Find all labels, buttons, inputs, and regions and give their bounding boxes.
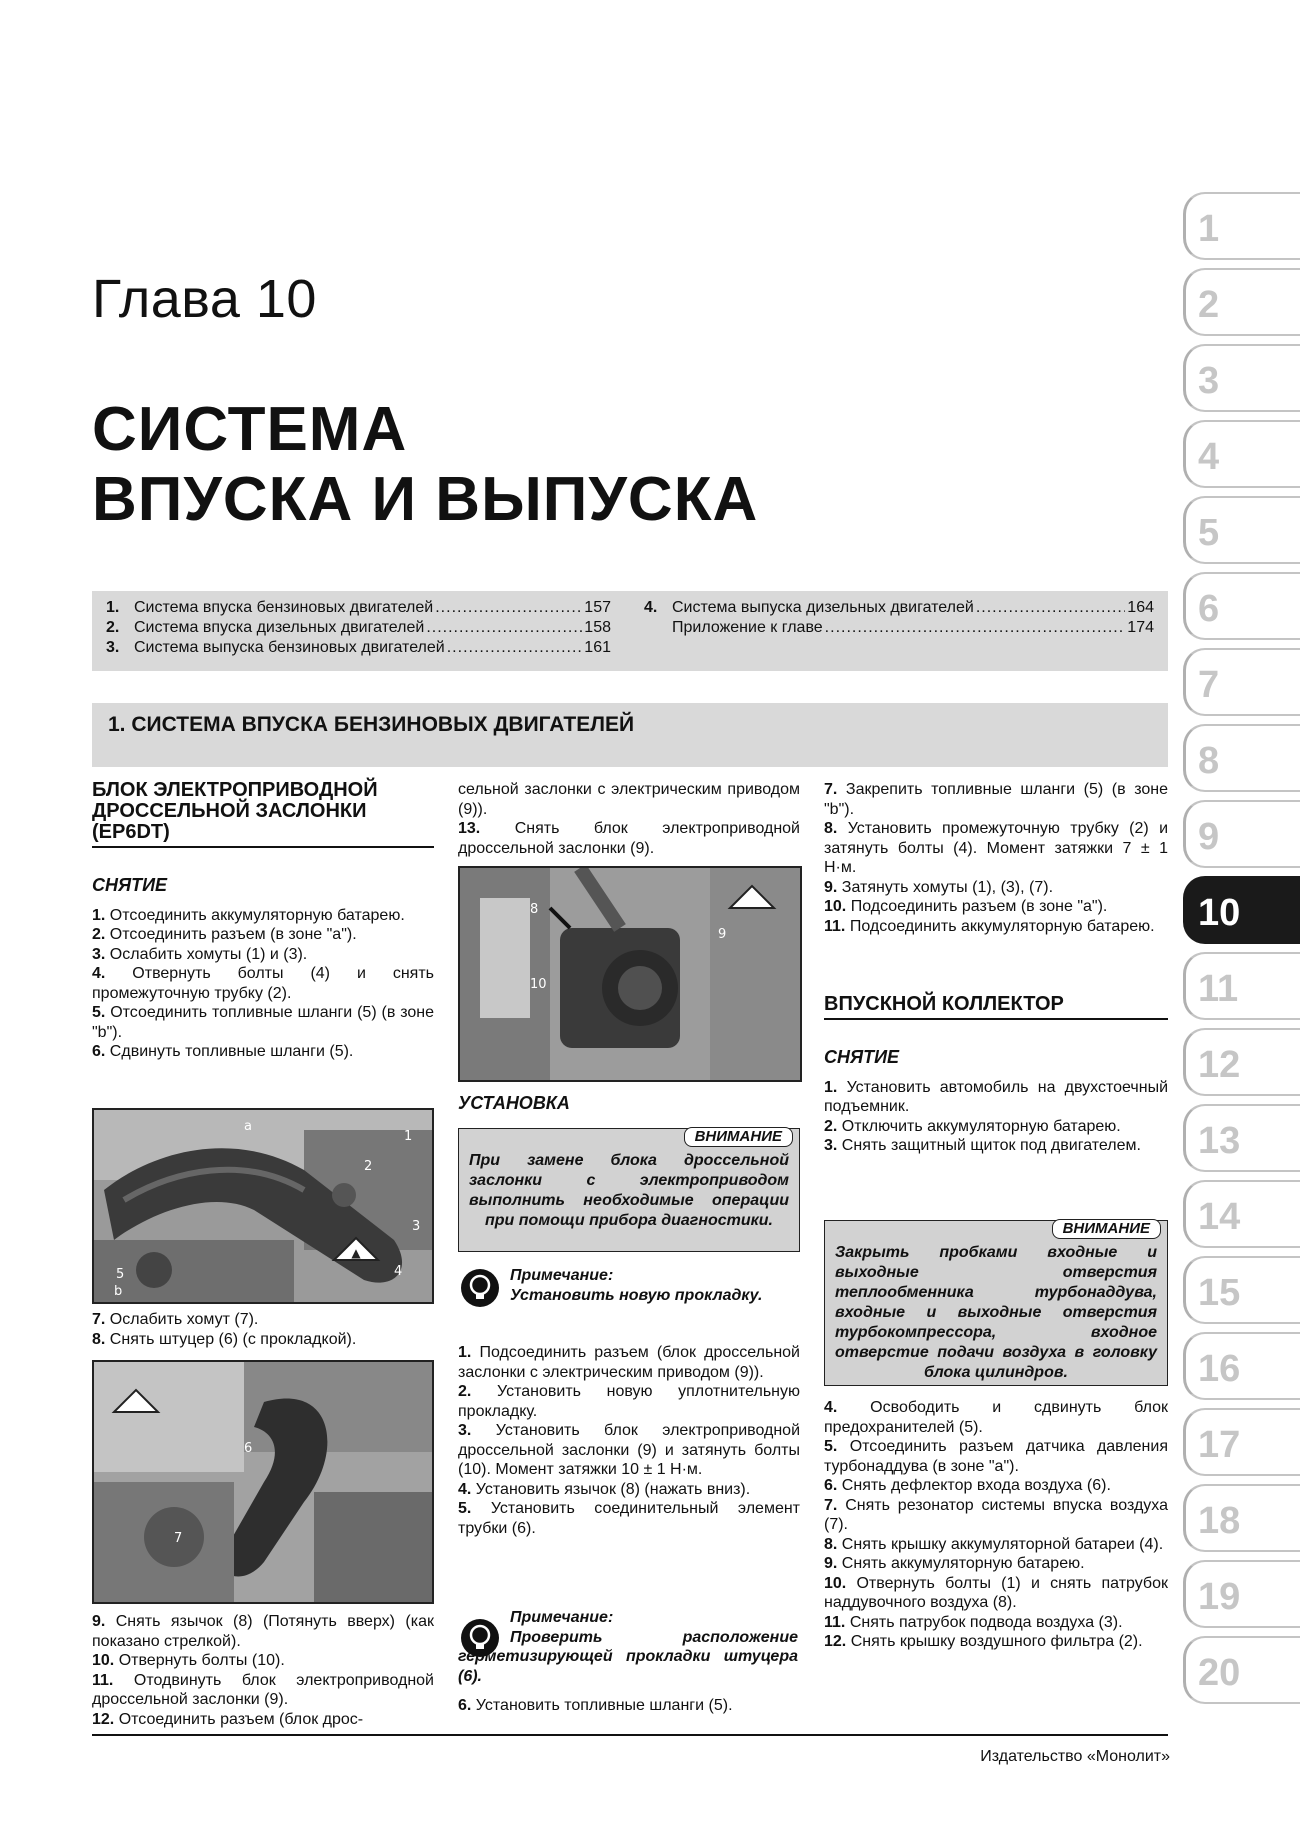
column-2-install-steps xyxy=(458,1343,800,1538)
step-item: 6. Установить топливные шланги (5). xyxy=(458,1697,733,1714)
toc-right xyxy=(644,599,1154,639)
step-item: 2. Отключить аккумуляторную батарею. xyxy=(824,1117,1121,1135)
toc-entry[interactable]: 3. Система выпуска бензиновых двигателей ..... 161 xyxy=(106,639,611,659)
photo-label: 2 xyxy=(364,1159,373,1174)
step-item: 3. Ослабить хомуты (1) и (3). xyxy=(92,945,308,963)
chapter-tab-3[interactable]: 3 xyxy=(1183,344,1300,412)
warning-box-manifold xyxy=(824,1220,1168,1386)
section-header xyxy=(92,703,1168,767)
chapter-tab-5[interactable]: 5 xyxy=(1183,496,1300,564)
step-item: 4. Освободить и сдвинуть блок предохранителей (5). xyxy=(824,1399,1169,1436)
section-title: 1. СИСТЕМА ВПУСКА БЕНЗИНОВЫХ ДВИГАТЕЛЕЙ xyxy=(108,713,635,736)
column-1-bottom xyxy=(92,1612,434,1729)
block-title-throttle: БЛОК ЭЛЕКТРОПРИВОДНОЙ ДРОССЕЛЬНОЙ ЗАСЛОНКИ (EP6DT) xyxy=(92,780,434,848)
column-2-bottom xyxy=(458,1696,800,1716)
column-2-top xyxy=(458,780,800,858)
step-item: 5. Отсоединить топливные шланги (5) (в зоне "b"). xyxy=(92,1004,434,1041)
step-item: 6. Сдвинуть топливные шланги (5). xyxy=(92,1043,354,1060)
engine-photo-1 xyxy=(92,1108,434,1304)
step-item: 4. Установить язычок (8) (нажать вниз). xyxy=(458,1480,751,1498)
chapter-tab-7[interactable]: 7 xyxy=(1183,648,1300,716)
step-item: 9. Затянуть хомуты (1), (3), (7). xyxy=(824,878,1054,896)
note-label: Примечание: xyxy=(510,1609,614,1626)
install-heading: УСТАНОВКА xyxy=(458,1093,570,1113)
step-item: 13. Снять блок электроприводной дроссельной заслонки (9). xyxy=(458,820,800,857)
step-item: 1. Установить автомобиль на двухстоечный подъемник. xyxy=(824,1078,1168,1115)
chapter-tab-2[interactable]: 2 xyxy=(1183,268,1300,336)
chapter-tab-6[interactable]: 6 xyxy=(1183,572,1300,640)
step-item: 3. Установить блок электроприводной дроссельной заслонки (9) и затянуть болты (10). Момент затяжки 10 ± 1 Н·м. xyxy=(458,1422,801,1478)
step-item: 11. Подсоединить аккумуляторную батарею. xyxy=(824,917,1155,935)
step-continuation: сельной заслонки с электрическим приводом (9)). xyxy=(458,781,800,818)
photo-label: b xyxy=(114,1284,123,1299)
step-item: 11. Отодвинуть блок электроприводной дроссельной заслонки (9). xyxy=(92,1671,434,1708)
step-item: 5. Отсоединить разъем датчика давления турбонаддува (в зоне "a"). xyxy=(824,1438,1168,1475)
step-item: 10. Отвернуть болты (1) и снять патрубок наддувочного воздуха (8). xyxy=(824,1574,1168,1611)
step-item: 8. Снять штуцер (6) (с прокладкой). xyxy=(92,1330,357,1348)
column-1-mid xyxy=(92,1310,434,1349)
photo-label: 10 xyxy=(530,977,547,992)
block-title-manifold: ВПУСКНОЙ КОЛЛЕКТОР xyxy=(824,994,1168,1020)
column-3-bottom xyxy=(824,1398,1168,1652)
chapter-tab-15[interactable]: 15 xyxy=(1183,1256,1300,1324)
column-3-manifold xyxy=(824,994,1168,1156)
photo-label: 4 xyxy=(394,1264,403,1279)
chapter-tab-1[interactable]: 1 xyxy=(1183,192,1300,260)
step-item: 10. Подсоединить разъем (в зоне "a"). xyxy=(824,898,1108,915)
photo-label: 1 xyxy=(404,1129,413,1144)
chapter-tab-16[interactable]: 16 xyxy=(1183,1332,1300,1400)
page-title xyxy=(92,395,758,535)
chapter-tab-19[interactable]: 19 xyxy=(1183,1560,1300,1628)
toc-entry[interactable]: 1. Система впуска бензиновых двигателей ..... 157 xyxy=(106,599,611,619)
warning-tag: ВНИМАНИЕ xyxy=(1052,1219,1161,1239)
chapter-tab-9[interactable]: 9 xyxy=(1183,800,1300,868)
step-item: 12. Отсоединить разъем (блок дрос- xyxy=(92,1710,364,1728)
photo-label: 7 xyxy=(174,1531,183,1546)
warning-text: Закрыть пробками входные и выходные отверстия теплообменника турбонаддува, входные и выходные отверстия турбокомпрессора, входное отверстие подачи воздуха в головку блока цилиндров. xyxy=(835,1244,1157,1381)
warning-text: При замене блока дроссельной заслонки с электроприводом выполнить необходимые операции при помощи прибора диагностики. xyxy=(469,1152,789,1229)
chapter-tab-4[interactable]: 4 xyxy=(1183,420,1300,488)
warning-tag: ВНИМАНИЕ xyxy=(684,1127,793,1147)
step-item: 5. Установить соединительный элемент трубки (6). xyxy=(458,1500,800,1537)
column-1-top xyxy=(92,780,434,1062)
note-content: Установить новую прокладку. xyxy=(510,1286,763,1304)
step-item: 9. Снять аккумуляторную батарею. xyxy=(824,1555,1085,1572)
footer-divider xyxy=(92,1734,1168,1736)
toc-entry[interactable]: Приложение к главе ..... 174 xyxy=(644,619,1154,639)
photo-label: 8 xyxy=(530,902,539,917)
photo-label: 5 xyxy=(116,1267,125,1282)
title-line-1: СИСТЕМА xyxy=(92,395,408,464)
publisher-label: Издательство «Монолит» xyxy=(980,1748,1170,1765)
engine-photo-3 xyxy=(458,866,802,1082)
engine-photo-2 xyxy=(92,1360,434,1604)
note-2 xyxy=(458,1608,798,1686)
step-item: 4. Отвернуть болты (4) и снять промежуточную трубку (2). xyxy=(92,965,434,1002)
step-item: 9. Снять язычок (8) (Потянуть вверх) (как показано стрелкой). xyxy=(92,1613,434,1650)
note-content: Проверить расположение герметизирующей прокладки штуцера (6). xyxy=(458,1628,798,1685)
step-item: 11. Снять патрубок подвода воздуха (3). xyxy=(824,1613,1123,1631)
step-item: 3. Снять защитный щиток под двигателем. xyxy=(824,1137,1141,1154)
title-line-2: ВПУСКА И ВЫПУСКА xyxy=(92,465,759,534)
note-1 xyxy=(510,1266,800,1305)
removal-heading: СНЯТИЕ xyxy=(824,1047,900,1067)
photo-label: a xyxy=(244,1119,252,1134)
step-item: 7. Закрепить топливные шланги (5) (в зоне "b"). xyxy=(824,781,1168,818)
install-heading-wrap xyxy=(458,1094,800,1114)
step-item: 1. Подсоединить разъем (блок дроссельной заслонки с электрическим приводом (9)). xyxy=(458,1344,800,1381)
chapter-tab-12[interactable]: 12 xyxy=(1183,1028,1300,1096)
step-item: 2. Отсоединить разъем (в зоне "a"). xyxy=(92,926,357,943)
chapter-tab-11[interactable]: 11 xyxy=(1183,952,1300,1020)
chapter-tab-17[interactable]: 17 xyxy=(1183,1408,1300,1476)
toc-left xyxy=(106,599,611,659)
chapter-tab-14[interactable]: 14 xyxy=(1183,1180,1300,1248)
photo-label: 6 xyxy=(244,1441,253,1456)
note-label: Примечание: xyxy=(510,1267,614,1284)
step-item: 1. Отсоединить аккумуляторную батарею. xyxy=(92,906,405,924)
step-item: 8. Установить промежуточную трубку (2) и затянуть болты (4). Момент затяжки 7 ± 1 Н·м. xyxy=(824,820,1168,876)
toc-entry[interactable]: 2. Система впуска дизельных двигателей ..... 158 xyxy=(106,619,611,639)
chapter-tab-10[interactable]: 10 xyxy=(1183,876,1300,944)
chapter-tab-8[interactable]: 8 xyxy=(1183,724,1300,792)
step-item: 7. Ослабить хомут (7). xyxy=(92,1311,259,1328)
photo-label: 9 xyxy=(718,927,727,942)
photo-label: 3 xyxy=(412,1219,421,1234)
chapter-tab-13[interactable]: 13 xyxy=(1183,1104,1300,1172)
chapter-tab-20[interactable]: 20 xyxy=(1183,1636,1300,1704)
removal-heading: СНЯТИЕ xyxy=(92,875,168,895)
step-item: 6. Снять дефлектор входа воздуха (6). xyxy=(824,1477,1111,1494)
svg-text:▲: ▲ xyxy=(351,1246,361,1260)
table-of-contents xyxy=(92,591,1168,671)
chapter-tab-18[interactable]: 18 xyxy=(1183,1484,1300,1552)
step-item: 8. Снять крышку аккумуляторной батареи (4). xyxy=(824,1535,1164,1553)
step-item: 10. Отвернуть болты (10). xyxy=(92,1652,285,1669)
warning-box-throttle xyxy=(458,1128,800,1252)
step-item: 12. Снять крышку воздушного фильтра (2). xyxy=(824,1633,1143,1650)
chapter-label: Глава 10 xyxy=(92,269,317,329)
step-item: 2. Установить новую уплотнительную прокладку. xyxy=(458,1383,800,1420)
note-icon xyxy=(460,1268,500,1308)
step-item: 7. Снять резонатор системы впуска воздуха (7). xyxy=(824,1496,1169,1533)
toc-entry[interactable]: 4. Система выпуска дизельных двигателей ..... 164 xyxy=(644,599,1154,619)
column-3-top xyxy=(824,780,1168,936)
